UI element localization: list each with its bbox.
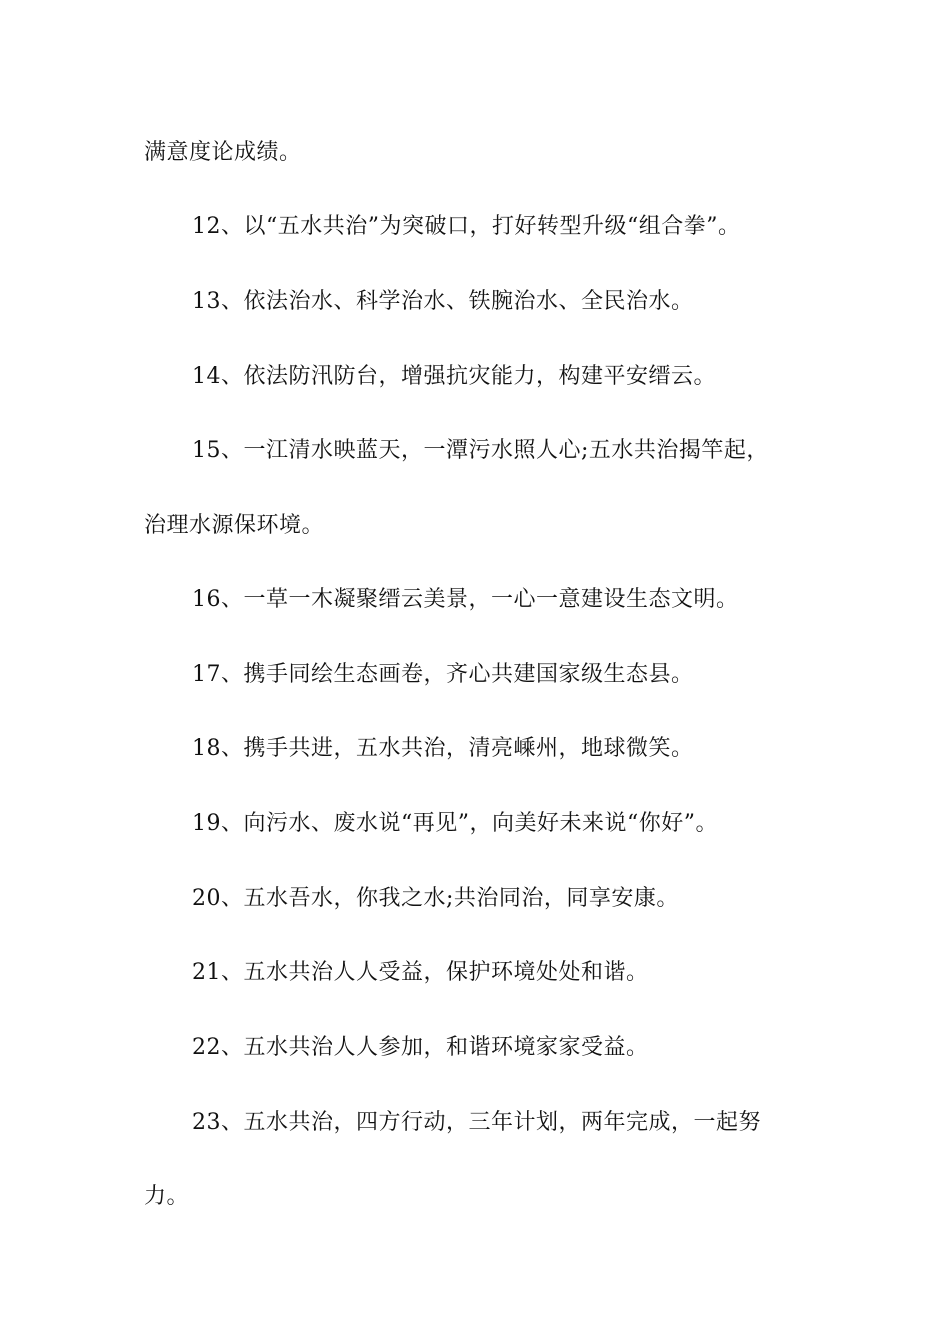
slogan-21: 21、五水共治人人受益，保护环境处处和谐。 — [192, 960, 649, 985]
slogan-16: 16、一草一木凝聚缙云美景，一心一意建设生态文明。 — [192, 587, 739, 612]
slogan-19: 19、向污水、废水说“再见”，向美好未来说“你好”。 — [192, 811, 718, 836]
slogan-17: 17、携手同绘生态画卷，齐心共建国家级生态县。 — [192, 662, 694, 687]
text-line-continuation-11: 满意度论成绩。 — [144, 140, 302, 165]
slogan-12: 12、以“五水共治”为突破口，打好转型升级“组合拳”。 — [192, 214, 741, 239]
slogan-22: 22、五水共治人人参加，和谐环境家家受益。 — [192, 1035, 649, 1060]
slogan-15-continuation: 治理水源保环境。 — [144, 513, 325, 538]
slogan-18: 18、携手共进，五水共治，清亮嵊州，地球微笑。 — [192, 736, 694, 761]
slogan-23: 23、五水共治，四方行动，三年计划，两年完成，一起努 — [192, 1110, 761, 1135]
slogan-14: 14、依法防汛防台，增强抗灾能力，构建平安缙云。 — [192, 364, 716, 389]
slogan-13: 13、依法治水、科学治水、铁腕治水、全民治水。 — [192, 289, 694, 314]
slogan-20: 20、五水吾水，你我之水;共治同治，同享安康。 — [192, 886, 679, 911]
slogan-23-continuation: 力。 — [144, 1184, 190, 1209]
slogan-15: 15、一江清水映蓝天，一潭污水照人心;五水共治揭竿起， — [192, 438, 769, 463]
